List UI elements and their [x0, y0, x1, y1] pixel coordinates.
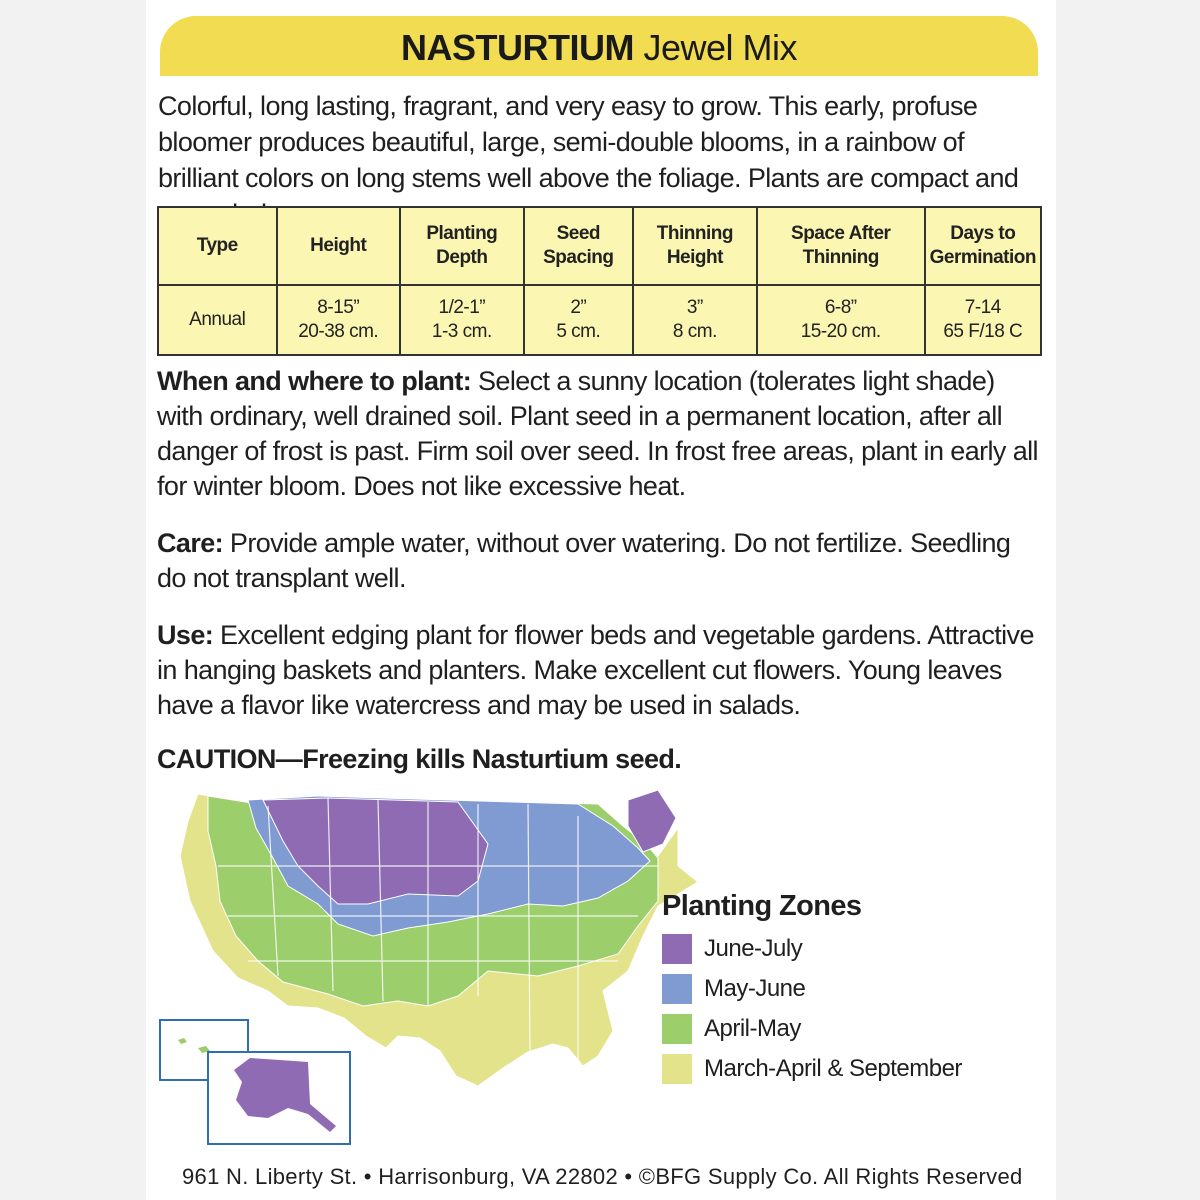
seed-packet-back	[146, 0, 1056, 1200]
care-label: Care:	[157, 528, 224, 558]
specs-value-seed-spacing: 2” 5 cm.	[524, 285, 633, 355]
specs-header-thinning-height: Thinning Height	[633, 207, 757, 285]
legend-swatch-april-may	[662, 1014, 692, 1044]
specs-header-row	[158, 207, 1041, 285]
care-text: Provide ample water, without over watering. Do not fertilize. Seedling do not transplant well.	[157, 528, 1011, 593]
specs-header-planting-depth: Planting Depth	[400, 207, 524, 285]
legend-swatch-march-april-september	[662, 1054, 692, 1084]
when-where-text: Select a sunny location (tolerates light shade) with ordinary, well drained soil. Plant seed in a permanent location, after all danger of frost is past. Firm soil over seed. In frost free areas, plant in early all for winter bloom. Does not like excessive heat.	[157, 366, 1038, 501]
footer-address: 961 N. Liberty St. • Harrisonburg, VA 22802 • ©BFG Supply Co. All Rights Reserved	[182, 1164, 1023, 1189]
specs-header-seed-spacing: Seed Spacing	[524, 207, 633, 285]
legend-item-june-july	[662, 929, 1022, 969]
product-variety: Jewel Mix	[643, 27, 798, 68]
specs-header-type: Type	[158, 207, 277, 285]
product-description: Colorful, long lasting, fragrant, and very easy to grow. This early, profuse bloomer produces beautiful, large, semi-double blooms, in a rainbow of brilliant colors on long stems well above the foliage. Plants are compact and	[158, 91, 1019, 193]
use-text: Excellent edging plant for flower beds and vegetable gardens. Attractive in hanging baskets and planters. Make excellent cut flowers. Young leaves have a flavor like watercress and may be used in salads.	[157, 620, 1034, 720]
specs-value-space-after-thinning: 6-8” 15-20 cm.	[757, 285, 925, 355]
legend-label-june-july: June-July	[704, 935, 803, 962]
when-where-section	[157, 364, 1041, 504]
specs-header-height: Height	[277, 207, 400, 285]
use-section	[157, 618, 1041, 723]
specs-value-height: 8-15” 20-38 cm.	[277, 285, 400, 355]
legend-item-march-april-september	[662, 1049, 1022, 1089]
when-where-label: When and where to plant:	[157, 366, 472, 396]
product-name: NASTURTIUM	[400, 27, 634, 68]
specs-value-row	[158, 285, 1041, 355]
planting-zones-legend	[662, 890, 1022, 1089]
legend-swatch-may-june	[662, 974, 692, 1004]
specs-value-planting-depth: 1/2-1” 1-3 cm.	[400, 285, 524, 355]
legend-title: Planting Zones	[662, 890, 862, 922]
legend-item-april-may	[662, 1009, 1022, 1049]
growing-specs-table	[157, 206, 1042, 356]
specs-value-thinning-height: 3” 8 cm.	[633, 285, 757, 355]
caution-note: CAUTION—Freezing kills Nasturtium seed.	[157, 744, 682, 774]
use-label: Use:	[157, 620, 214, 650]
legend-swatch-june-july	[662, 934, 692, 964]
legend-label-may-june: May-June	[704, 975, 806, 1002]
legend-label-march-april-september: March-April & September	[704, 1055, 962, 1082]
specs-header-days-to-germination: Days to Germination	[925, 207, 1041, 285]
specs-header-space-after-thinning: Space After Thinning	[757, 207, 925, 285]
title-bar	[160, 16, 1038, 76]
specs-value-days-to-germination: 7-14 65 F/18 C	[925, 285, 1041, 355]
legend-item-may-june	[662, 969, 1022, 1009]
specs-value-type: Annual	[158, 285, 277, 355]
care-section	[157, 526, 1041, 596]
legend-label-april-may: April-May	[704, 1015, 801, 1042]
